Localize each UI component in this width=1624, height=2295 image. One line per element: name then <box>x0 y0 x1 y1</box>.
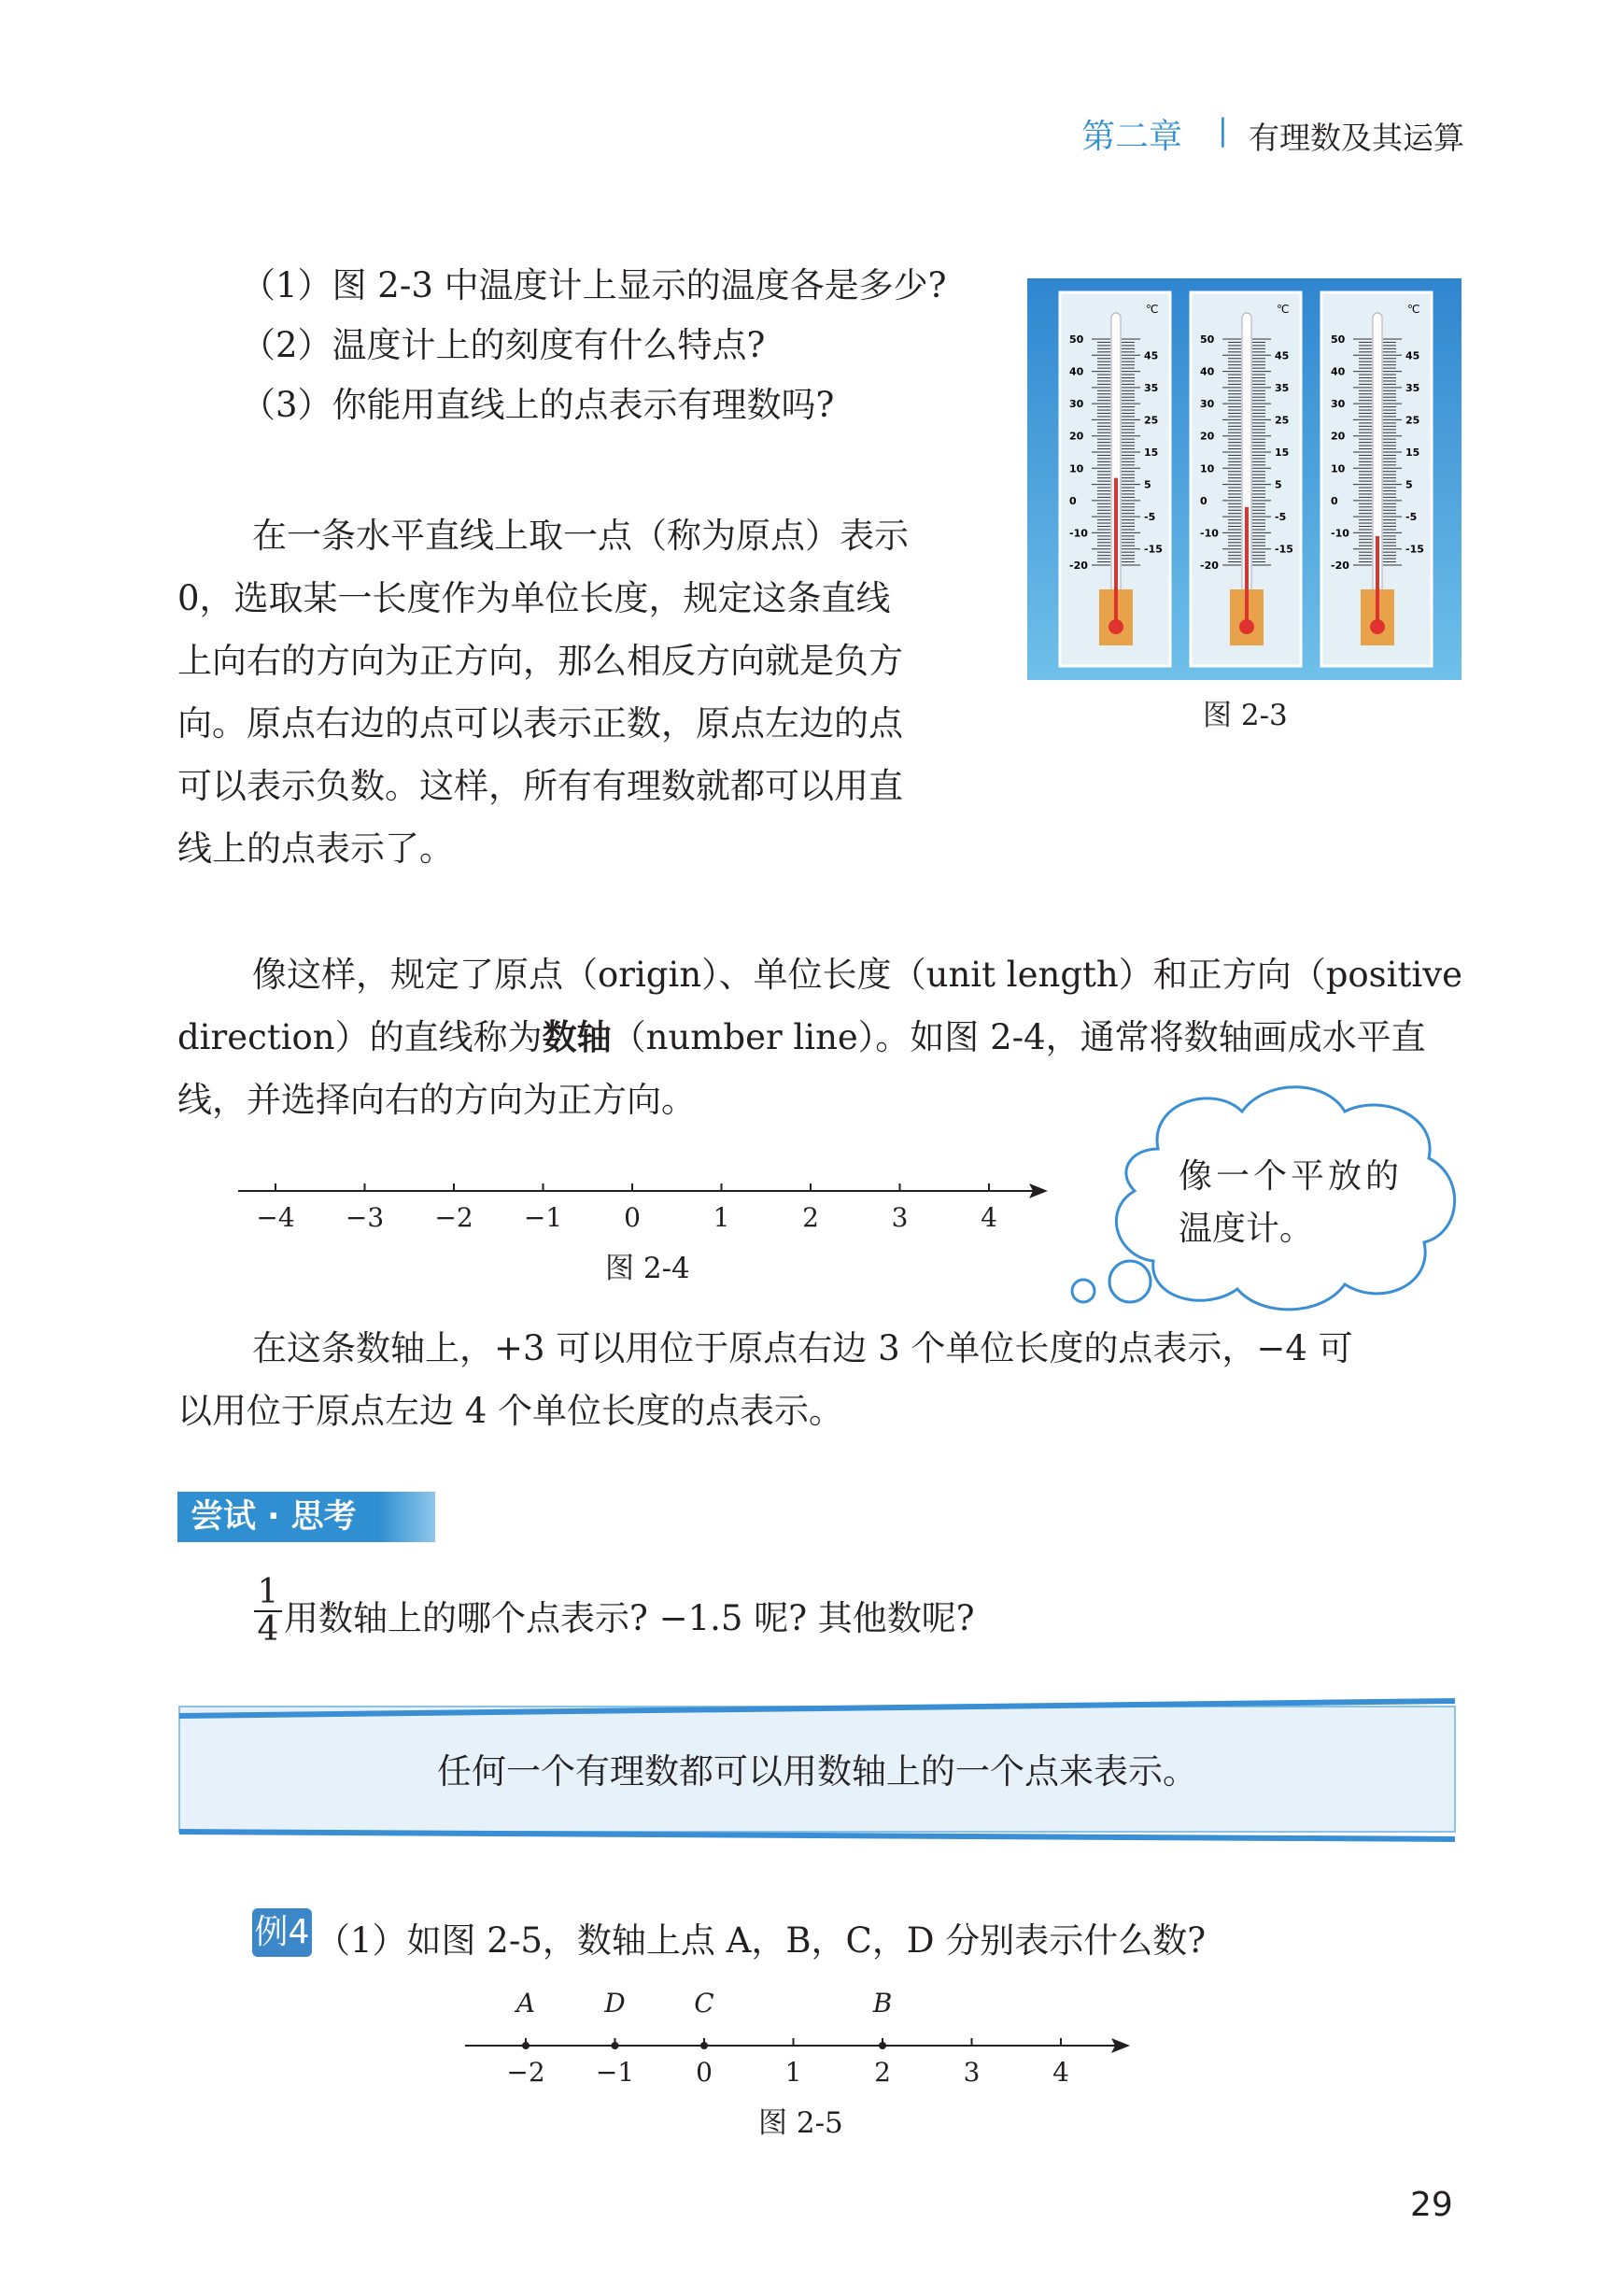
scale-left: 50 <box>1200 333 1215 346</box>
scale-right: -15 <box>1275 543 1293 556</box>
para1-line: 在一条水平直线上取一点（称为原点）表示 <box>252 516 909 556</box>
scale-right: -15 <box>1405 543 1424 556</box>
tick-label: 1 <box>784 2057 802 2088</box>
point-b <box>879 2042 886 2049</box>
question-3: （3）你能用直线上的点表示有理数吗? <box>241 385 835 425</box>
tick-label: 4 <box>1052 2057 1069 2088</box>
example-4-text: （1）如图 2-5，数轴上点 A，B，C，D 分别表示什么数? <box>316 1920 1207 1961</box>
scale-left: -20 <box>1200 560 1219 572</box>
unit-label: ℃ <box>1407 303 1420 316</box>
tick-label: −4 <box>256 1202 295 1233</box>
para1-line: 线上的点表示了。 <box>177 829 454 869</box>
tick-label: −2 <box>506 2057 545 2088</box>
fraction-denominator: 4 <box>254 1610 282 1648</box>
scale-left: 40 <box>1200 365 1215 378</box>
bubble-line1: 像一个平放的 <box>1179 1157 1404 1196</box>
figure-2-5-caption: 图 2-5 <box>758 2106 843 2140</box>
scale-right: 25 <box>1275 414 1290 427</box>
para1-line: 上向右的方向为正方向，那么相反方向就是负方 <box>177 641 903 681</box>
bubble-dot-small <box>1072 1280 1094 1302</box>
scale-left: 40 <box>1069 365 1084 378</box>
tick-label: −1 <box>523 1202 563 1233</box>
scale-right: 35 <box>1405 381 1420 394</box>
para2-line2-post: （number line）。如图 2-4，通常将数轴画成水平直 <box>611 1017 1426 1057</box>
scale-right: 45 <box>1144 349 1159 362</box>
scale-left: 0 <box>1069 494 1077 507</box>
thermometer-1 <box>1060 292 1170 666</box>
point-c <box>700 2042 708 2049</box>
scale-left: -10 <box>1069 527 1088 540</box>
scale-left: 30 <box>1331 398 1346 411</box>
scale-left: 10 <box>1331 462 1346 475</box>
scale-left: -20 <box>1331 560 1349 572</box>
scale-left: 0 <box>1200 494 1207 507</box>
try-think-tag: 尝试 · 思考 <box>177 1492 435 1542</box>
unit-label: ℃ <box>1277 303 1290 316</box>
point-d <box>612 2042 619 2049</box>
scale-left: 0 <box>1331 494 1338 507</box>
scale-right: -15 <box>1144 543 1163 556</box>
tick-label: 4 <box>981 1202 997 1233</box>
para2-line2-pre: direction）的直线称为 <box>177 1017 543 1057</box>
para1-line: 可以表示负数。这样，所有有理数就都可以用直 <box>177 766 903 806</box>
question-2: （2）温度计上的刻度有什么特点? <box>241 325 766 365</box>
para1-line: 向。原点右边的点可以表示正数，原点左边的点 <box>177 703 903 744</box>
scale-left: -10 <box>1331 527 1349 540</box>
para1-line: 0，选取某一长度作为单位长度，规定这条直线 <box>177 578 891 618</box>
scale-left: 30 <box>1200 398 1215 411</box>
mercury-column <box>1376 536 1379 624</box>
scale-right: 15 <box>1275 446 1290 459</box>
scale-right: 35 <box>1144 381 1159 394</box>
example-4-tag: 例4 <box>252 1908 312 1957</box>
tick-label: 0 <box>696 2057 713 2088</box>
scale-left: 20 <box>1331 430 1346 443</box>
scale-right: 15 <box>1144 446 1159 459</box>
tick-label: 0 <box>624 1202 641 1233</box>
point-label-b: B <box>872 1988 893 2019</box>
scale-left: -20 <box>1069 560 1088 572</box>
figure-2-4-caption: 图 2-4 <box>605 1252 690 1285</box>
fraction-one-quarter <box>254 1575 282 1648</box>
tick-label: −2 <box>434 1202 473 1233</box>
tick-label: −3 <box>345 1202 385 1233</box>
scale-left: -10 <box>1200 527 1219 540</box>
scale-left: 10 <box>1069 462 1084 475</box>
figure-2-3-caption: 图 2-3 <box>1203 699 1288 732</box>
para2-line2 <box>177 1006 1457 1069</box>
term-number-line: 数轴 <box>542 1017 612 1057</box>
number-line-2-5 <box>458 1980 1139 2092</box>
number-line-2-4 <box>224 1163 1065 1247</box>
scale-right: 45 <box>1405 349 1420 362</box>
tick-label: 3 <box>963 2057 981 2088</box>
scale-right: 5 <box>1144 478 1151 491</box>
scale-right: 15 <box>1405 446 1420 459</box>
tick-label: 2 <box>802 1202 819 1233</box>
point-label-a: A <box>515 1988 536 2019</box>
mercury-bulb <box>1370 619 1385 634</box>
mercury-bulb <box>1109 619 1123 634</box>
fraction-numerator: 1 <box>257 1573 279 1611</box>
scale-right: -5 <box>1405 511 1418 524</box>
scale-right: 5 <box>1405 478 1413 491</box>
para2-line1: 像这样，规定了原点（origin）、单位长度（unit length）和正方向（positive <box>252 955 1462 995</box>
scale-right: -5 <box>1275 511 1287 524</box>
chapter-title: 有理数及其运算 <box>1249 120 1464 156</box>
point-a <box>522 2042 530 2049</box>
mercury-column <box>1114 478 1118 624</box>
scale-left: 30 <box>1069 398 1084 411</box>
point-label-d: D <box>604 1988 626 2019</box>
scale-right: 45 <box>1275 349 1290 362</box>
scale-right: 25 <box>1144 414 1159 427</box>
mercury-column <box>1245 507 1249 624</box>
mercury-bulb <box>1239 619 1254 634</box>
try-think-question: 用数轴上的哪个点表示? −1.5 呢? 其他数呢? <box>284 1598 975 1638</box>
thermometer-2 <box>1191 292 1301 666</box>
tick-label: −1 <box>595 2057 635 2088</box>
scale-left: 50 <box>1069 333 1084 346</box>
tick-label: 2 <box>874 2057 891 2088</box>
chapter-label: 第二章 <box>1081 118 1183 156</box>
scale-left: 20 <box>1069 430 1084 443</box>
header-separator: | <box>1218 112 1228 148</box>
thermometer-figure <box>1027 278 1462 680</box>
paragraph-origin <box>177 504 999 880</box>
para3-line2: 以用位于原点左边 4 个单位长度的点表示。 <box>177 1391 844 1431</box>
scale-left: 40 <box>1331 365 1346 378</box>
bubble-text <box>1179 1151 1403 1255</box>
bubble-dot-large <box>1109 1261 1151 1302</box>
rule-text: 任何一个有理数都可以用数轴上的一个点来表示。 <box>437 1751 1197 1792</box>
scale-right: 35 <box>1275 381 1290 394</box>
question-list <box>241 256 946 435</box>
scale-left: 10 <box>1200 462 1215 475</box>
para3-line1: 在这条数轴上，+3 可以用位于原点右边 3 个单位长度的点表示，−4 可 <box>252 1328 1353 1368</box>
scale-left: 20 <box>1200 430 1215 443</box>
tick-label: 3 <box>891 1202 909 1233</box>
scale-right: 25 <box>1405 414 1420 427</box>
question-1: （1）图 2-3 中温度计上显示的温度各是多少? <box>241 265 947 305</box>
paragraph-example-points <box>177 1317 1457 1442</box>
page-number: 29 <box>1410 2186 1453 2224</box>
bubble-line2: 温度计。 <box>1179 1210 1314 1248</box>
scale-right: -5 <box>1144 511 1156 524</box>
thermometer-3 <box>1321 292 1432 666</box>
point-label-c: C <box>694 1988 714 2019</box>
scale-right: 5 <box>1275 478 1282 491</box>
scale-left: 50 <box>1331 333 1346 346</box>
para2-line3: 线，并选择向右的方向为正方向。 <box>177 1080 696 1120</box>
unit-label: ℃ <box>1146 303 1159 316</box>
tick-label: 1 <box>713 1202 730 1233</box>
